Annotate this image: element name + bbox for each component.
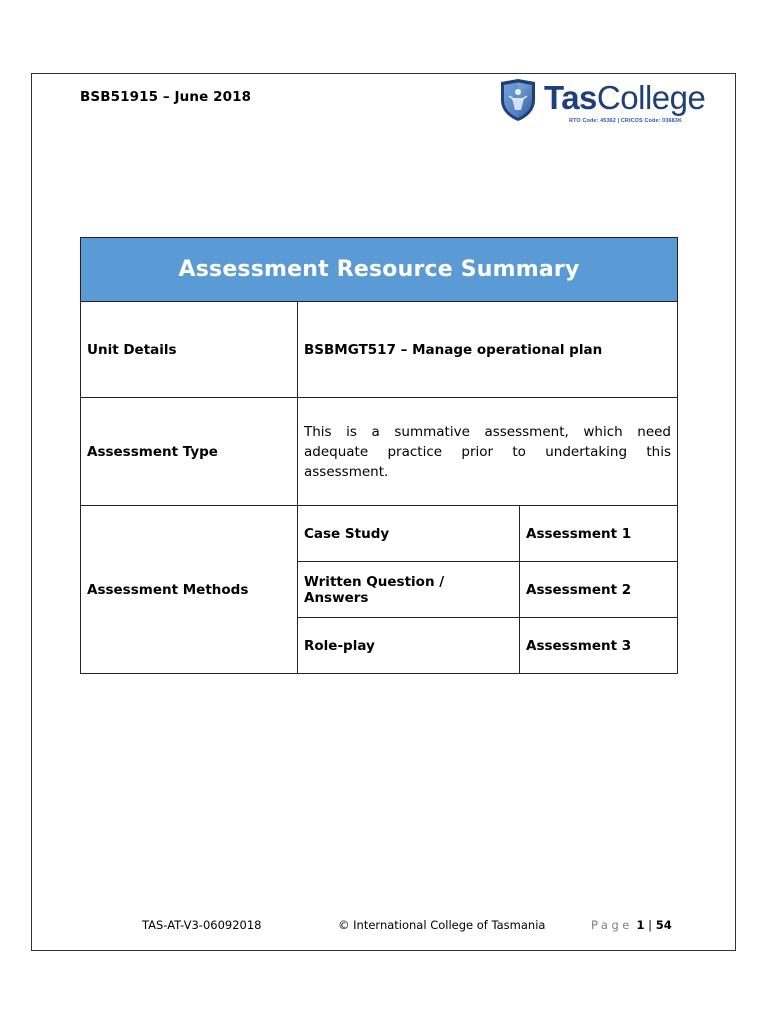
footer-doc-code: TAS-AT-V3-06092018 (142, 918, 262, 932)
logo-name-part1: Tas (544, 79, 597, 116)
table-row (81, 302, 678, 398)
assessment-methods-label: Assessment Methods (81, 506, 298, 674)
assessment-type-value: This is a summative assessment, which need adequate practice prior to undertaking this assessment. (298, 398, 678, 506)
method-assessment: Assessment 1 (520, 506, 678, 562)
method-name: Written Question / Answers (298, 562, 520, 618)
assessment-type-label: Assessment Type (81, 398, 298, 506)
footer-page-number (591, 918, 672, 932)
page-word: Page (591, 918, 633, 932)
method-assessment: Assessment 3 (520, 618, 678, 674)
logo-rto-code: RTO Code: 45362 | CRICOS Code: 03683K (569, 118, 683, 124)
summary-title: Assessment Resource Summary (81, 238, 678, 302)
logo-wordmark (544, 78, 705, 118)
course-code: BSB51915 – June 2018 (80, 89, 252, 105)
tascollege-logo (497, 78, 727, 128)
method-name: Case Study (298, 506, 520, 562)
page-separator: | (648, 918, 653, 932)
assessment-summary-table (80, 237, 678, 674)
unit-details-label: Unit Details (81, 302, 298, 398)
footer-copyright: © International College of Tasmania (338, 918, 546, 932)
unit-details-value: BSBMGT517 – Manage operational plan (298, 302, 678, 398)
shield-crest-icon (497, 78, 539, 122)
page-current: 1 (636, 918, 645, 932)
logo-name-part2: College (596, 79, 706, 116)
method-assessment: Assessment 2 (520, 562, 678, 618)
method-name: Role-play (298, 618, 520, 674)
page-total: 54 (655, 918, 672, 932)
table-row (81, 506, 678, 562)
table-row (81, 398, 678, 506)
